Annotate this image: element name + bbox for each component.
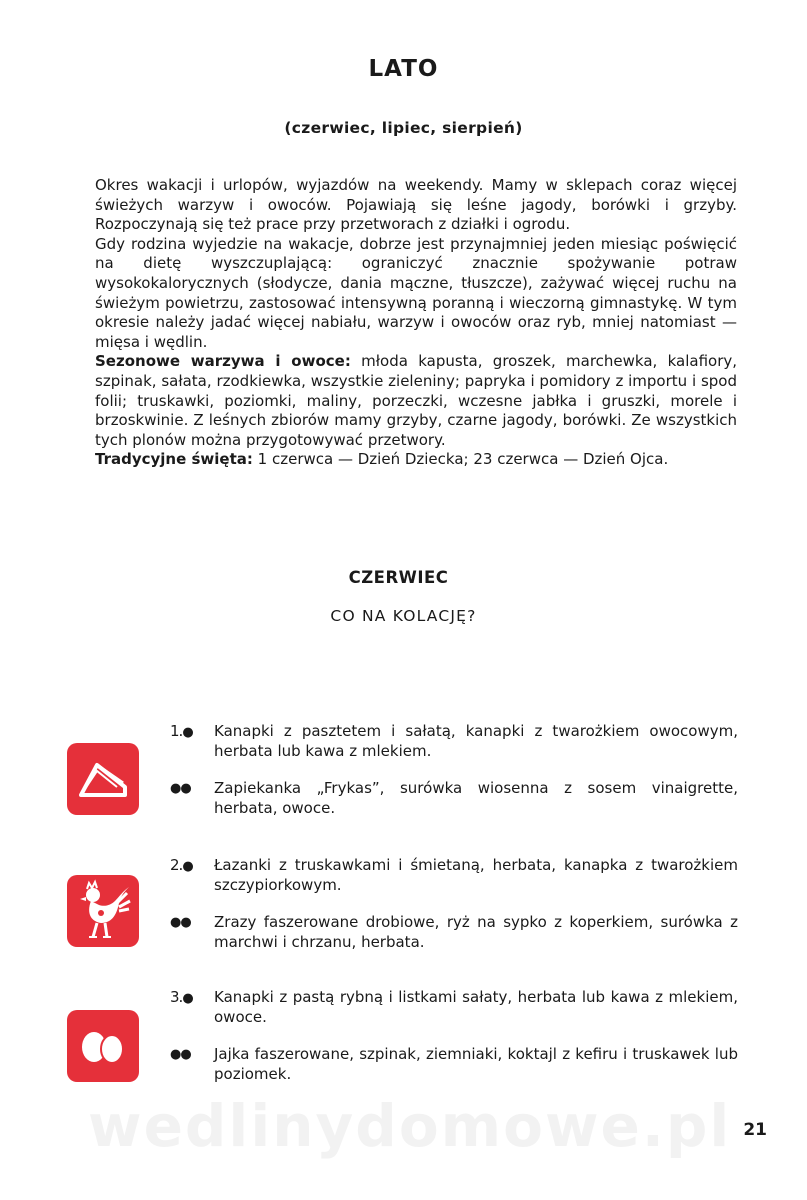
- menu-3-number: 3.●: [170, 988, 193, 1006]
- double-dot-marker: ●●: [170, 781, 191, 797]
- menu-item-2: [170, 856, 738, 952]
- menu-1-number: 1.●: [170, 722, 193, 740]
- menu-1-first: 1.● Kanapki z pasztetem i sałatą, kanapki z twarożkiem owocowym, herbata lub kawa z mlekiem.: [170, 722, 738, 760]
- menu-3-second: ●● Jajka faszerowane, szpinak, ziemniaki, koktajl z kefiru i truskawek lub poziomek.: [170, 1045, 738, 1083]
- menu-2-second: ●● Zrazy faszerowane drobiowe, ryż na sypko z koperkiem, surówka z marchwi i chrzanu, herbata.: [170, 913, 738, 951]
- seasonal-text: młoda kapusta, groszek, marchewka, kalafiory, szpinak, sałata, rzodkiewka, wszystkie zieleniny; papryka i pomidory z importu i spod folii; truskawki, poziomki, maliny, porzeczki, wczesne jabłka i gruszki, morele i brzoskwinie. Z leśnych zbiorów mamy grzyby, czarne jagody, borówki. Ze wszystkich tych plonów można przygotowywać przetwory.: [95, 352, 738, 449]
- section-title: CZERWIEC: [348, 568, 449, 587]
- watermark: wedlinydomowe.pl: [88, 1092, 732, 1160]
- holidays-text: 1 czerwca — Dzień Dziecka; 23 czerwca — Dzień Ojca.: [252, 450, 669, 469]
- menu-3-first: 3.● Kanapki z pastą rybną i listkami sałaty, herbata lub kawa z mlekiem, owoce.: [170, 988, 738, 1026]
- menu-1-second: ●● Zapiekanka „Frykas”, surówka wiosenna z sosem vinaigrette, herbata, owoce.: [170, 779, 738, 817]
- intro-paragraph-2: Gdy rodzina wyjedzie na wakacje, dobrze jest przynajmniej jeden miesiąc poświęcić na dietę wyszczuplającą: ograniczyć znacznie spożywanie potraw wysokokalorycznych (słodycze, dania mączne, tłuszcze), zażywać więcej ruchu na świeżym powietrzu, zastosować intensywną poranną i wieczorną gimnastykę. W tym okresie należy jadać więcej nabiału, warzyw i owoców oraz ryb, mniej natomiast — mięsa i wędlin.: [95, 234, 737, 351]
- intro-paragraph-1: Okres wakacji i urlopów, wyjazdów na weekendy. Mamy w sklepach coraz więcej świeżych warzyw i owoców. Pojawiają się leśne jagody, borówki i grzyby. Rozpoczynają się też prace przy przetworach z działki i ogrodu.: [95, 176, 737, 234]
- intro-paragraph-3: [95, 352, 737, 450]
- intro-text: [95, 176, 737, 470]
- holidays-label: Tradycyjne święta:: [95, 450, 253, 469]
- seasonal-label: Sezonowe warzywa i owoce:: [95, 352, 351, 371]
- page-title: LATO: [368, 56, 439, 82]
- page-subtitle: (czerwiec, lipiec, sierpień): [284, 119, 523, 137]
- menu-2-number: 2.●: [170, 856, 193, 874]
- page-number: 21: [743, 1120, 767, 1140]
- menu-item-3: [170, 988, 738, 1084]
- menu-item-1: [170, 722, 738, 818]
- section-subtitle: CO NA KOLACJĘ?: [330, 607, 477, 625]
- double-dot-marker: ●●: [170, 915, 191, 931]
- cheese-sandwich-icon: [67, 743, 139, 815]
- intro-paragraph-4: [95, 450, 737, 470]
- double-dot-marker: ●●: [170, 1047, 191, 1063]
- rooster-icon: [67, 875, 139, 947]
- menu-2-first: 2.● Łazanki z truskawkami i śmietaną, herbata, kanapka z twarożkiem szczypiorkowym.: [170, 856, 738, 894]
- eggs-icon: [67, 1010, 139, 1082]
